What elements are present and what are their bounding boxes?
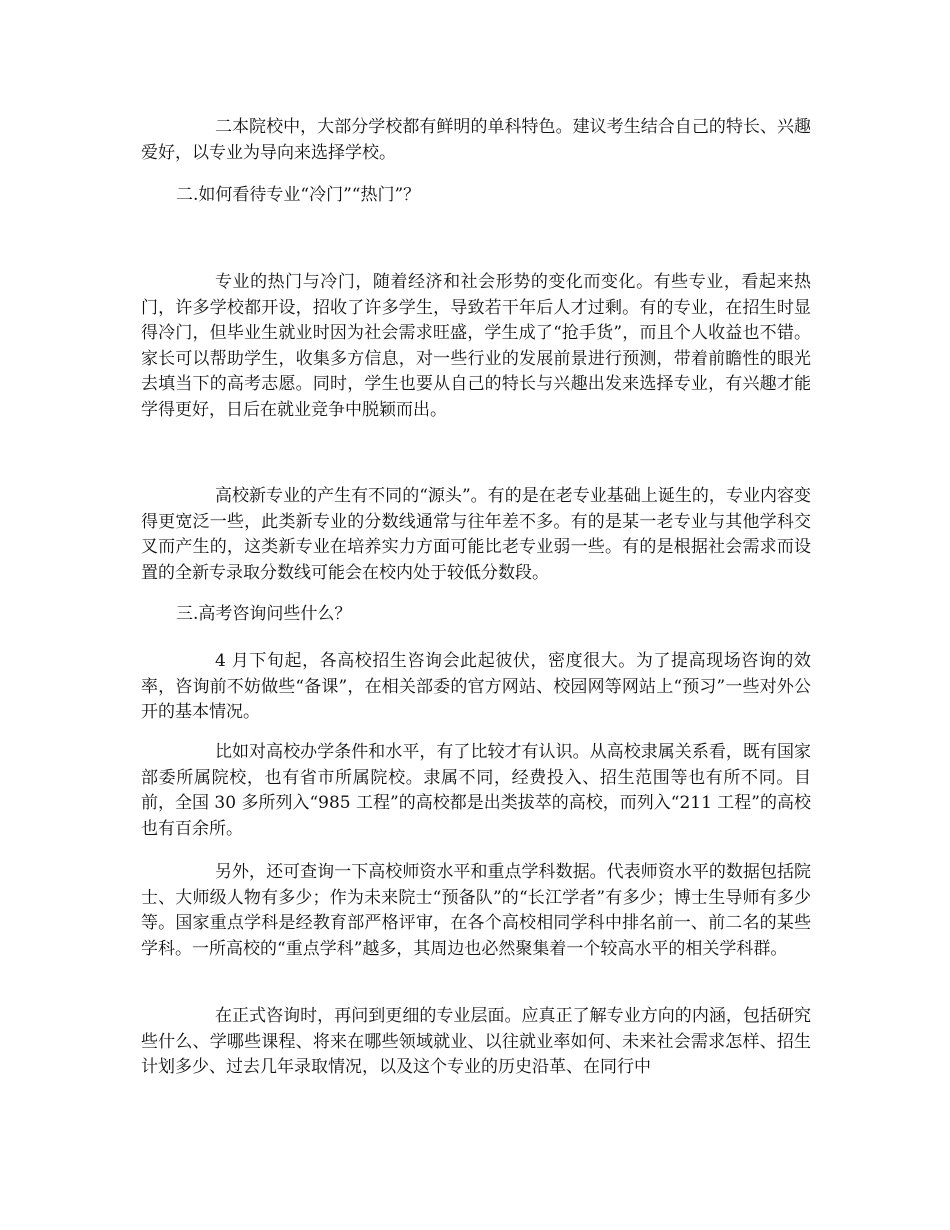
paragraph-consultation-prep: 4 月下旬起，各高校招生咨询会此起彼伏，密度很大。为了提高现场咨询的效率，咨询前不妨做些“备课”，在相关部委的官方网站、校园网等网站上“预习”一些对外公开的基本情况。 <box>141 651 811 722</box>
paragraph-school-level: 比如对高校办学条件和水平，有了比较才有认识。从高校隶属关系看，既有国家部委所属院校，也有省市所属院校。隶属不同，经费投入、招生范围等也有所不同。目前，全国 30 多所列入“985 工程”的高校都是出类拔萃的高校，而列入“211 工程”的高校也有百余所。 <box>141 742 811 839</box>
paragraph-formal-consultation: 在正式咨询时，再问到更细的专业层面。应真正了解专业方向的内涵，包括研究些什么、学哪些课程、将来在哪些领域就业、以往就业率如何、未来社会需求怎样、招生计划多少、过去几年录取情况，以及这个专业的历史沿革、在同行中 <box>141 1006 811 1077</box>
paragraph-school-choice: 二本院校中，大部分学校都有鲜明的单科特色。建议考生结合自己的特长、兴趣爱好，以专业为导向来选择学校。 <box>141 117 811 163</box>
section-heading-consultation: 三.高考咨询问些什么？ <box>176 604 352 624</box>
section-heading-hot-cold-majors: 二.如何看待专业“冷门”“热门”？ <box>176 185 421 205</box>
paragraph-hot-cold-majors: 专业的热门与冷门，随着经济和社会形势的变化而变化。有些专业，看起来热门，许多学校都开设，招收了许多学生，导致若干年后人才过剩。有的专业，在招生时显得冷门，但毕业生就业时因为社会需求旺盛，学生成了“抢手货”，而且个人收益也不错。家长可以帮助学生，收集多方信息，对一些行业的发展前景进行预测，带着前瞻性的眼光去填当下的高考志愿。同时，学生也要从自己的特长与兴趣出发来选择专业，有兴趣才能学得更好，日后在就业竞争中脱颖而出。 <box>141 272 811 420</box>
paragraph-faculty-disciplines: 另外，还可查询一下高校师资水平和重点学科数据。代表师资水平的数据包括院士、大师级人物有多少；作为未来院士“预备队”的“长江学者”有多少；博士生导师有多少等。国家重点学科是经教育部严格评审，在各个高校相同学科中排名前一、前二名的某些学科。一所高校的“重点学科”越多，其周边也必然聚集着一个较高水平的相关学科群。 <box>141 862 811 959</box>
paragraph-new-majors: 高校新专业的产生有不同的“源头”。有的是在老专业基础上诞生的，专业内容变得更宽泛一些，此类新专业的分数线通常与往年差不多。有的是某一老专业与其他学科交叉而产生的，这类新专业在培养实力方面可能比老专业弱一些。有的是根据社会需求而设置的全新专录取分数线可能会在校内处于较低分数段。 <box>141 486 811 583</box>
